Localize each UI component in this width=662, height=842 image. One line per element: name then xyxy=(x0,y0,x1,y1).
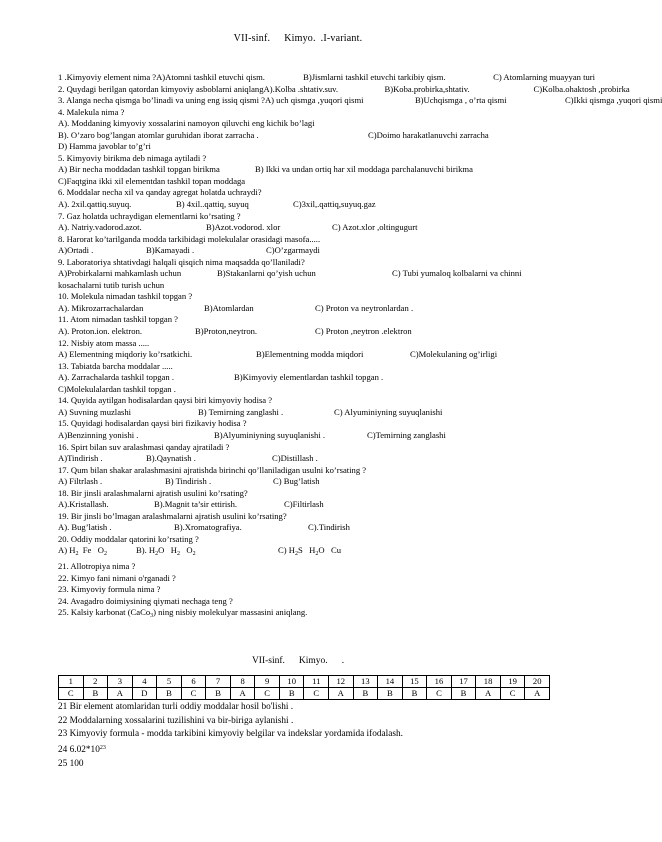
header-dot: . xyxy=(320,33,324,44)
question-line xyxy=(58,153,588,165)
question-text: B). O’zaro bog’langan atomlar guruhidan iborat zarracha . xyxy=(58,129,259,140)
answer-option: A).Kolba .shtativ.suv. xyxy=(263,83,339,94)
answer-key-cell: C xyxy=(255,688,280,700)
answer-option: C).Tindirish xyxy=(308,522,350,533)
answer-number-cell: 7 xyxy=(206,676,231,688)
answer-option: A)Ortadi . xyxy=(58,245,94,256)
answer-option: C)O’zgarmaydi xyxy=(266,245,320,256)
answer-option-a: A) $H_2$ Fe $O_2$ xyxy=(58,545,107,558)
question-text: kosachalarni tutib turish uchun xyxy=(58,279,165,290)
answer-option: B)Stakanlarni qo’yish uchun xyxy=(217,268,316,279)
question-text: C)Molekulalardan tashkil topgan . xyxy=(58,383,176,394)
question-text: 17. Qum bilan shakar aralashmasini ajratishda birinchi qo’llaniladigan usulni ko’rsating ? xyxy=(58,464,367,475)
answer-option: C) Proton va neytronlardan . xyxy=(315,302,414,313)
answer-key-cell: A xyxy=(476,688,501,700)
answer-option: B) Tindirish . xyxy=(165,476,212,487)
question-line xyxy=(58,268,588,280)
question-line xyxy=(58,511,588,523)
question-line xyxy=(58,384,588,396)
answer-option: A). Proton.ion. elektron. xyxy=(58,326,143,337)
answer-key-cell: B xyxy=(353,688,378,700)
question-text: 5. Kimyoviy birikma deb nimaga aytiladi ? xyxy=(58,152,207,163)
question-line xyxy=(58,314,588,326)
answer-key-cell: C xyxy=(500,688,525,700)
answer-24-exponent: 23 xyxy=(99,745,106,752)
question-text: 2. Quydagi berilgan qatordan kimyoviy asboblarni aniqlang xyxy=(58,83,264,94)
question-text: 3. Alanga necha qismga bo’linadi va uning eng issiq qismi ? xyxy=(58,95,265,106)
answer-key-cell: B xyxy=(83,688,108,700)
answer-key-cell: D xyxy=(132,688,157,700)
answer-option: C)Ikki qismga ,yuqori qismi xyxy=(564,95,662,106)
answer-option: B)Kamayadi . xyxy=(146,245,195,256)
answer-key-cell: B xyxy=(279,688,304,700)
answer-23: 23 Kimyoviy formula - modda tarkibini kimyoviy belgilar va indekslar yordamida ifodalash. xyxy=(58,729,403,740)
answer-number-cell: 2 xyxy=(83,676,108,688)
question-line xyxy=(58,107,588,119)
answer-number-cell: 19 xyxy=(500,676,525,688)
answer-option: B)Elementning modda miqdori xyxy=(256,349,364,360)
question-text: 12. Nisbiy atom massa ..... xyxy=(58,337,150,348)
answer-option: C)Distillash . xyxy=(272,453,318,464)
question-line xyxy=(58,534,588,546)
answer-option: B).Magnit ta’sir ettirish. xyxy=(154,499,238,510)
question-line xyxy=(58,407,588,419)
answer-number-cell: 8 xyxy=(230,676,255,688)
answer-option: C) Bug’latish xyxy=(273,476,320,487)
answer-header-dot: . xyxy=(341,656,345,666)
question-text: 15. Quyidagi hodisalardan qaysi biri fizikaviy hodisa ? xyxy=(58,418,247,429)
answer-option: A)Benzinning yonishi . xyxy=(58,429,139,440)
answer-option: A)Atomni tashkil etuvchi qism. xyxy=(156,72,265,82)
question-25: 25. Kalsiy karbonat (CaCo$_3$) ning nisbiy molekulyar massasini aniqlang. xyxy=(58,607,308,620)
answer-option: B)Azot.vodorod. xlor xyxy=(206,222,281,233)
answer-option: A). Zarrachalarda tashkil topgan . xyxy=(58,372,174,383)
answer-key-cell: B xyxy=(451,688,476,700)
answer-number-cell: 16 xyxy=(427,676,452,688)
answer-key-cell: C xyxy=(181,688,206,700)
question-text: 16. Spirt bilan suv aralashmasi qanday ajratiladi ? xyxy=(58,441,230,452)
question-line xyxy=(58,453,588,465)
answer-option: A). Mikrozarrachalardan xyxy=(58,302,144,313)
question-text: 10. Molekula nimadan tashkil topgan ? xyxy=(58,291,193,302)
answer-option: B) Ikki va undan ortiq har xil moddaga parchalanuvchi birikma xyxy=(255,164,473,175)
answer-number-cell: 9 xyxy=(255,676,280,688)
question-line xyxy=(58,211,588,223)
answer-option: B)Atomlardan xyxy=(204,302,254,313)
answer-number-row xyxy=(59,676,550,688)
answer-option: A) Filtrlash . xyxy=(58,476,103,487)
subject-label: Kimyo. xyxy=(284,33,316,44)
answer-option: C)Temirning zanglashi xyxy=(367,429,446,440)
question-text: 18. Bir jinsli aralashmalarni ajratish usulini ko’rsating? xyxy=(58,487,248,498)
question-text: 20. Oddiy moddalar qatorini ko’rsating ? xyxy=(58,533,199,544)
question-line xyxy=(58,164,588,176)
answer-24 xyxy=(58,742,578,758)
answer-25: 25 100 xyxy=(58,758,84,769)
answer-table xyxy=(58,675,550,700)
question-text: D) Hamma javoblar to’g’ri xyxy=(58,141,151,152)
question-line: 22. Kimyo fani nimani o'rganadi ? xyxy=(58,572,176,583)
question-line xyxy=(58,141,588,153)
question-line xyxy=(58,395,588,407)
answer-key-cell: A xyxy=(329,688,354,700)
answer-option: A).Kristallash. xyxy=(58,499,109,510)
answer-number-cell: 20 xyxy=(525,676,550,688)
answer-subject-label: Kimyo. xyxy=(298,656,328,666)
answer-option: C)3xil,.qattiq,suyuq.gaz xyxy=(293,199,376,210)
question-line xyxy=(58,222,588,234)
answer-option: A) Suvning muzlashi xyxy=(58,406,132,417)
answer-option: C) Tubi yumaloq kolbalarni va chinni xyxy=(392,268,522,279)
question-line xyxy=(58,245,588,257)
question-text: A). Moddaning kimyoviy xossalarini namoyon qiluvchi eng kichik bo’lagi xyxy=(58,118,315,129)
question-line xyxy=(58,257,588,269)
answer-key-cell: A xyxy=(108,688,133,700)
answer-number-cell: 15 xyxy=(402,676,427,688)
answer-option: C)Molekulaning og’irligi xyxy=(410,349,498,360)
answer-option-b: B). $H_2O$ $H_2$ $O_2$ xyxy=(136,545,196,558)
answer-option: C) Alyuminiyning suyuqlanishi xyxy=(334,406,443,417)
answer-key-cell: B xyxy=(402,688,427,700)
question-line xyxy=(58,83,630,96)
answer-option: A)Tindirish . xyxy=(58,453,103,464)
question-line xyxy=(58,488,588,500)
answer-key-cell: C xyxy=(427,688,452,700)
question-line xyxy=(58,442,588,454)
answer-option: B) 4xil..qattiq, suyuq xyxy=(176,199,249,210)
answer-option: A)Probirkalarni mahkamlash uchun xyxy=(58,268,182,279)
answer-key-row xyxy=(59,688,550,700)
answer-option: C) Atomlarning muayyan turi xyxy=(493,72,596,82)
answer-option: B)Alyuminiyning suyuqlanishi . xyxy=(214,429,326,440)
answer-number-cell: 12 xyxy=(329,676,354,688)
question-list xyxy=(58,72,662,623)
question-line xyxy=(58,349,588,361)
question-text: 13. Tabiatda barcha moddalar ..... xyxy=(58,360,173,371)
answer-number-cell: 6 xyxy=(181,676,206,688)
question-line xyxy=(58,499,588,511)
variant-label: I-variant. xyxy=(323,33,363,44)
question-text: 6. Moddalar necha xil va qanday agregat holatda uchraydi? xyxy=(58,187,262,198)
answer-key-cell: B xyxy=(206,688,231,700)
answer-option: A) uch qismga ,yuqori qismi xyxy=(264,95,364,106)
question-text: 14. Quyida aytilgan hodisalardan qaysi biri kimyoviy hodisa ? xyxy=(58,395,273,406)
question-20-options xyxy=(58,545,588,561)
answer-option: B)Kimyoviy elementlardan tashkil topgan . xyxy=(234,372,384,383)
answer-option: A). Bug’latish . xyxy=(58,522,112,533)
question-line xyxy=(58,418,588,430)
question-text: 11. Atom nimadan tashkil topgan ? xyxy=(58,314,178,325)
question-text: 8. Harorat ko’tarilganda modda tarkibidagi molekulalar orasidagi masofa..... xyxy=(58,233,321,244)
answer-number-cell: 17 xyxy=(451,676,476,688)
question-line xyxy=(58,430,588,442)
question-line xyxy=(58,95,662,107)
question-line xyxy=(58,338,588,350)
question-line: 23. Kimyoviy formula nima ? xyxy=(58,584,161,595)
answer-number-cell: 3 xyxy=(108,676,133,688)
answer-number-cell: 18 xyxy=(476,676,501,688)
option-text: C)Doimo harakatlanuvchi zarracha xyxy=(368,129,489,140)
question-line xyxy=(58,291,588,303)
answer-option: B)Koba.probirka,shtativ. xyxy=(384,83,470,94)
answer-option: C)Filtirlash xyxy=(284,499,324,510)
answer-option: A). Natriy.vadorod.azot. xyxy=(58,222,142,233)
question-line xyxy=(58,465,588,477)
question-line xyxy=(58,361,588,373)
open-answers xyxy=(58,701,578,772)
answer-option: B) Temirning zanglashi . xyxy=(198,406,284,417)
question-text: 9. Laboratoriya shtativdagi halqali qisqich nima maqsadda qo’llaniladi? xyxy=(58,256,305,267)
question-line xyxy=(58,118,588,130)
answer-number-cell: 13 xyxy=(353,676,378,688)
answer-grade-label: VII-sinf. xyxy=(251,656,285,666)
answer-21: 21 Bir element atomlaridan turli oddiy moddalar hosil bo'lishi . xyxy=(58,702,294,712)
answer-option: A) Bir necha moddadan tashkil topgan birikma xyxy=(58,164,220,175)
grade-label: VII-sinf. xyxy=(233,33,271,44)
question-line xyxy=(58,303,588,315)
question-line xyxy=(58,476,588,488)
question-line xyxy=(58,72,596,84)
answer-option: C)Kolba.ohaktosh ,probirka xyxy=(533,83,630,94)
answer-option: C) Azot.xlor ,oltingugurt xyxy=(332,222,418,233)
question-line xyxy=(58,130,588,142)
answer-option: B)Jismlarni tashkil etuvchi tarkibiy qism. xyxy=(303,72,446,82)
answer-key-cell: A xyxy=(525,688,550,700)
answer-22: 22 Moddalarning xossalarini tuzilishini va bir-biriga aylanishi . xyxy=(58,715,294,726)
answer-option: A). 2xil.qattiq.suyuq. xyxy=(58,199,132,210)
question-line xyxy=(58,187,588,199)
question-line xyxy=(58,326,588,338)
question-text: 4. Malekula nima ? xyxy=(58,106,125,117)
question-text: 19. Bir jinsli bo’lmagan aralashmalarni ajratish usulini ko’rsating? xyxy=(58,510,287,521)
answer-option-c: C) $H_2S$ $H_2O$ Cu xyxy=(278,545,342,558)
answer-number-cell: 1 xyxy=(59,676,84,688)
question-line xyxy=(58,280,588,292)
question-text: 7. Gaz holatda uchraydigan elementlarni ko’rsating ? xyxy=(58,210,241,221)
question-text: C)Faqtgina ikki xil elementdan tashkil topan moddaga xyxy=(58,175,246,186)
answer-option: B).Qaynatish . xyxy=(146,453,196,464)
question-line: 24. Avagadro doimiysining qiymati nechaga teng ? xyxy=(58,595,233,606)
answer-number-cell: 14 xyxy=(378,676,403,688)
question-line xyxy=(58,234,588,246)
test-header xyxy=(0,33,596,44)
answer-option: B).Xromatografiya. xyxy=(174,522,242,533)
answer-number-cell: 10 xyxy=(279,676,304,688)
question-line xyxy=(58,199,588,211)
answer-option: C) Proton ,neytron .elektron xyxy=(315,326,412,337)
answer-key-cell: A xyxy=(230,688,255,700)
answer-number-cell: 11 xyxy=(304,676,329,688)
answer-24-text: 24 6.02*10 xyxy=(58,745,100,756)
question-line xyxy=(58,372,588,384)
answer-key-cell: B xyxy=(378,688,403,700)
question-line xyxy=(58,176,588,188)
question-line xyxy=(58,522,588,534)
answer-key-cell: C xyxy=(59,688,84,700)
answer-option: B)Uchqismga , o’rta qismi xyxy=(414,95,507,106)
question-text: 1 .Kimyoviy element nima ? xyxy=(58,72,157,82)
answer-number-cell: 5 xyxy=(157,676,182,688)
answer-option: B)Proton,neytron. xyxy=(195,326,258,337)
answer-number-cell: 4 xyxy=(132,676,157,688)
question-line: 21. Allotropiya nima ? xyxy=(58,560,136,571)
answer-key-cell: B xyxy=(157,688,182,700)
answer-key-cell: C xyxy=(304,688,329,700)
answer-option: A) Elementning miqdoriy ko’rsatkichi. xyxy=(58,349,193,360)
answer-header xyxy=(0,656,596,666)
